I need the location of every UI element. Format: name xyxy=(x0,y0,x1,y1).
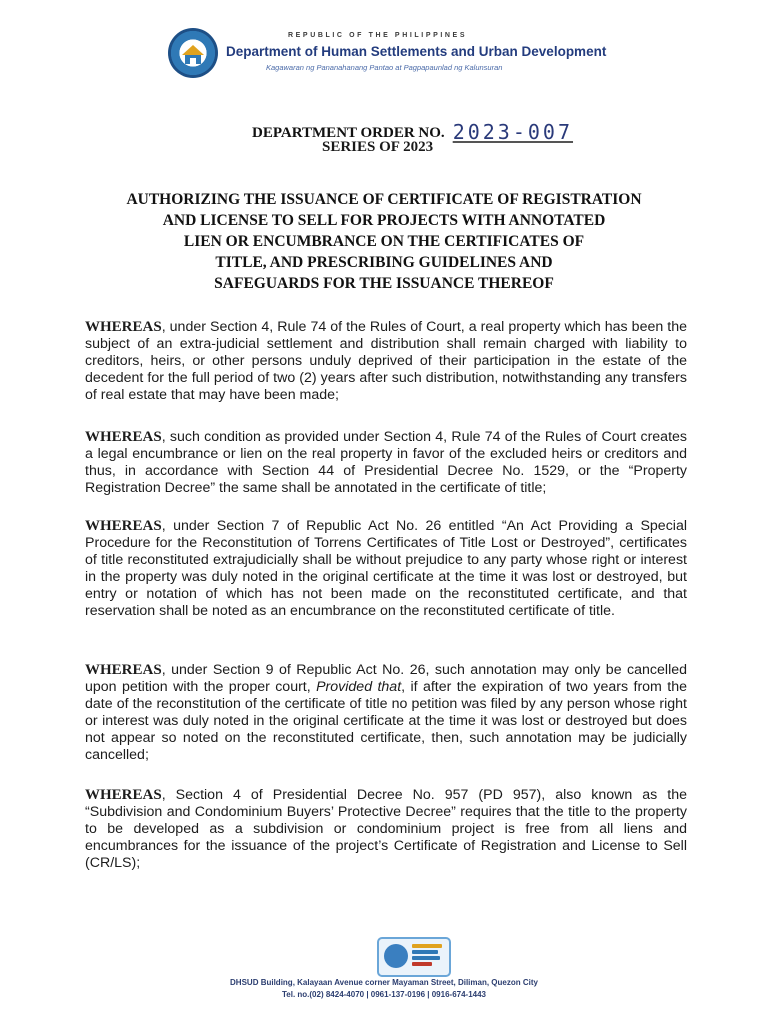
whereas-lead: WHEREAS xyxy=(85,662,162,678)
whereas-clause-3 xyxy=(85,518,687,621)
title-line: AND LICENSE TO SELL FOR PROJECTS WITH ANNOTATED xyxy=(162,212,606,229)
whereas-clause-1 xyxy=(85,319,687,404)
clause-text-before: , under Section 9 of Republic Act No. 26, such annotation may only be cancelled upon petition with the proper court, xyxy=(85,662,687,696)
whereas-clause-4 xyxy=(85,662,687,765)
agency-name: Department of Human Settlements and Urban Development xyxy=(226,44,607,59)
series-label: SERIES OF 2023 xyxy=(322,139,434,155)
dhsud-seal-icon xyxy=(168,28,218,78)
provided-that-emphasis: Provided that xyxy=(316,679,402,696)
whereas-lead: WHEREAS xyxy=(85,787,162,803)
title-line: AUTHORIZING THE ISSUANCE OF CERTIFICATE OF REGISTRATION xyxy=(126,191,642,208)
order-label: DEPARTMENT ORDER NO. xyxy=(252,125,445,141)
letterhead xyxy=(168,22,618,88)
order-number: 2023-007 xyxy=(452,120,574,144)
title-line: TITLE, AND PRESCRIBING GUIDELINES AND xyxy=(215,254,553,271)
clause-text: , under Section 4, Rule 74 of the Rules of Court, a real property which has been the subject of an extra-judicial settlement and distribution shall remain charged with liability to creditors, heirs, or other persons unduly deprived of their participation in the estate of the decedent for the full period of two (2) years after such distribution, notwithstanding any transfers of real estate that may have been made; xyxy=(85,319,687,404)
clause-text: , under Section 7 of Republic Act No. 26 entitled “An Act Providing a Special Procedure for the Reconstitution of Torrens Certificates of Title Lost or Destroyed”, certificates of title reconstituted extrajudicially shall be without prejudice to any party whose right or interest in the property was duly noted in the original certificate at the time it was lost or destroyed, but entry or notation of which has not been made on the reconstituted certificate, and that reservation shall be noted as an encumbrance on the reconstituted certificate of title. xyxy=(85,518,687,620)
whereas-lead: WHEREAS xyxy=(85,429,162,445)
whereas-clause-2 xyxy=(85,429,687,497)
footer-address: DHSUD Building, Kalayaan Avenue corner Mayaman Street, Diliman, Quezon City xyxy=(230,978,538,987)
clause-text: , Section 4 of Presidential Decree No. 957 (PD 957), also known as the “Subdivision and Condominium Buyers’ Protective Decree” requires that the title to the property to be developed as a subdivision or condominium project is free from all liens and encumbrances for the issuance of the project’s Certificate of Registration and License to Sell (CR/LS); xyxy=(85,787,687,872)
clause-text: , such condition as provided under Section 4, Rule 74 of the Rules of Court creates a legal encumbrance or lien on the real property in favor of the excluded heirs or creditors and thus, in accordance with Section 44 of Presidential Decree No. 1529, or the “Property Registration Decree” the same shall be annotated in the certificate of title; xyxy=(85,429,687,497)
whereas-lead: WHEREAS xyxy=(85,319,162,335)
agency-tagline: Kagawaran ng Pananahanang Pantao at Pagpapaunlad ng Kalunsuran xyxy=(266,63,503,72)
whereas-clause-5 xyxy=(85,787,687,872)
republic-label: REPUBLIC OF THE PHILIPPINES xyxy=(288,32,468,39)
whereas-lead: WHEREAS xyxy=(85,518,162,534)
title-line: LIEN OR ENCUMBRANCE ON THE CERTIFICATES OF xyxy=(183,233,585,250)
footer-phones: Tel. no.(02) 8424-4070 | 0961-137-0196 | 0916-674-1443 xyxy=(281,990,487,999)
globe-icon xyxy=(384,944,408,968)
title-line: SAFEGUARDS FOR THE ISSUANCE THEREOF xyxy=(214,275,554,292)
order-title xyxy=(80,189,688,294)
bagong-pilipinas-logo-icon xyxy=(377,937,451,977)
clause-text: , if after the expiration of two years from the date of the reconstitution of the certificate of title no petition was filed by any person whose right or interest was duly noted in the original certificate at the time it was lost or destroyed but does not appear so noted on the reconstituted certificate, then, such annotation may be judicially cancelled; xyxy=(85,679,687,764)
